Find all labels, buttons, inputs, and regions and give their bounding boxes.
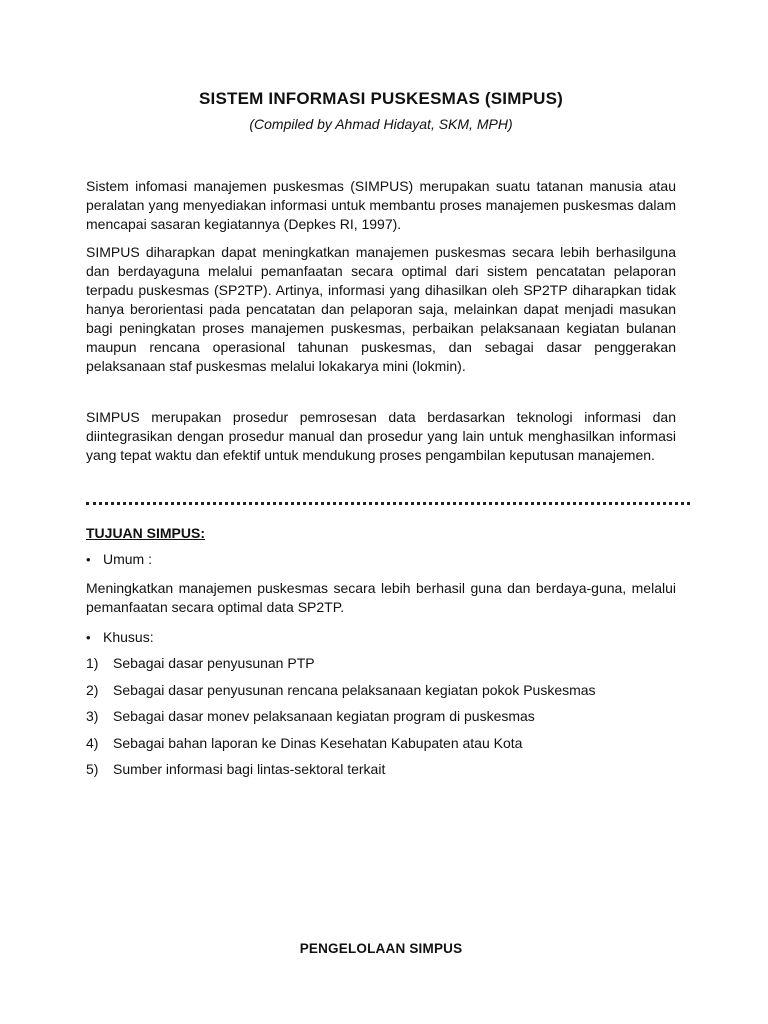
- umum-paragraph: Meningkatkan manajemen puskesmas secara lebih berhasil guna dan berdaya-guna, melalui pemanfaatan secara optimal data SP2TP.: [86, 580, 676, 615]
- bullet-umum: [86, 550, 152, 569]
- bullet-khusus: [86, 628, 154, 647]
- list-item-number: 3): [86, 708, 99, 724]
- list-item-number: 5): [86, 761, 99, 777]
- list-item-text: Sebagai dasar monev pelaksanaan kegiatan program di puskesmas: [113, 708, 535, 724]
- list-item-number: 2): [86, 681, 99, 698]
- section-heading-pengelolaan: PENGELOLAAN SIMPUS: [299, 941, 463, 956]
- list-item: [86, 681, 676, 700]
- list-item: [86, 654, 676, 673]
- list-item-number: 1): [86, 655, 99, 671]
- list-item-text: Sebagai bahan laporan ke Dinas Kesehatan Kabupaten atau Kota: [113, 734, 523, 751]
- list-item-text: Sebagai dasar penyusunan PTP: [113, 655, 315, 671]
- paragraph-2: SIMPUS diharapkan dapat meningkatkan manajemen puskesmas secara lebih berhasilguna dan berdayaguna melalui pemanfaatan secara optimal dari sistem pencatatan pelaporan terpadu puskesmas (SP2TP). Artinya, informasi yang dihasilkan oleh SP2TP diharapkan tidak hanya berorientasi pada pencatatan dan pelaporan saja, melainkan dapat menjadi masukan bagi peningkatan proses manajemen puskesmas, perbaikan pelaksanaan kegiatan bulanan maupun rencana operasional tahunan puskesmas, dan sebagai dasar penggerakan pelaksanaan staf puskesmas melalui lokakarya mini (lokmin).: [86, 244, 676, 374]
- document-subtitle: (Compiled by Ahmad Hidayat, SKM, MPH): [249, 116, 513, 132]
- section-heading-tujuan: TUJUAN SIMPUS:: [86, 525, 206, 541]
- dotted-divider: [86, 502, 690, 505]
- list-item: [86, 760, 676, 779]
- list-item-text: Sumber informasi bagi lintas-sektoral terkait: [113, 761, 386, 777]
- khusus-list: [86, 654, 676, 787]
- document-page: [86, 0, 676, 1024]
- list-item-text: Sebagai dasar penyusunan rencana pelaksanaan kegiatan pokok Puskesmas: [113, 681, 596, 698]
- list-item: [86, 707, 676, 726]
- bullet-dot-icon: •: [86, 630, 91, 645]
- paragraph-3: SIMPUS merupakan prosedur pemrosesan data berdasarkan teknologi informasi dan diintegrasikan dengan prosedur manual dan prosedur yang lain untuk menghasilkan informasi yang tepat waktu dan efektif untuk mendukung proses pengambilan keputusan manajemen.: [86, 409, 676, 463]
- list-item-number: 4): [86, 734, 99, 751]
- paragraph-1: Sistem infomasi manajemen puskesmas (SIMPUS) merupakan suatu tatanan manusia atau peralatan yang menyediakan informasi untuk membantu proses manajemen puskesmas dalam mencapai sasaran kegiatannya (Depkes RI, 1997).: [86, 178, 676, 232]
- list-item: [86, 734, 676, 753]
- bullet-dot-icon: •: [86, 552, 91, 567]
- bullet-umum-label: Umum :: [103, 551, 152, 567]
- document-title: SISTEM INFORMASI PUSKESMAS (SIMPUS): [198, 89, 564, 108]
- bullet-khusus-label: Khusus:: [103, 629, 154, 645]
